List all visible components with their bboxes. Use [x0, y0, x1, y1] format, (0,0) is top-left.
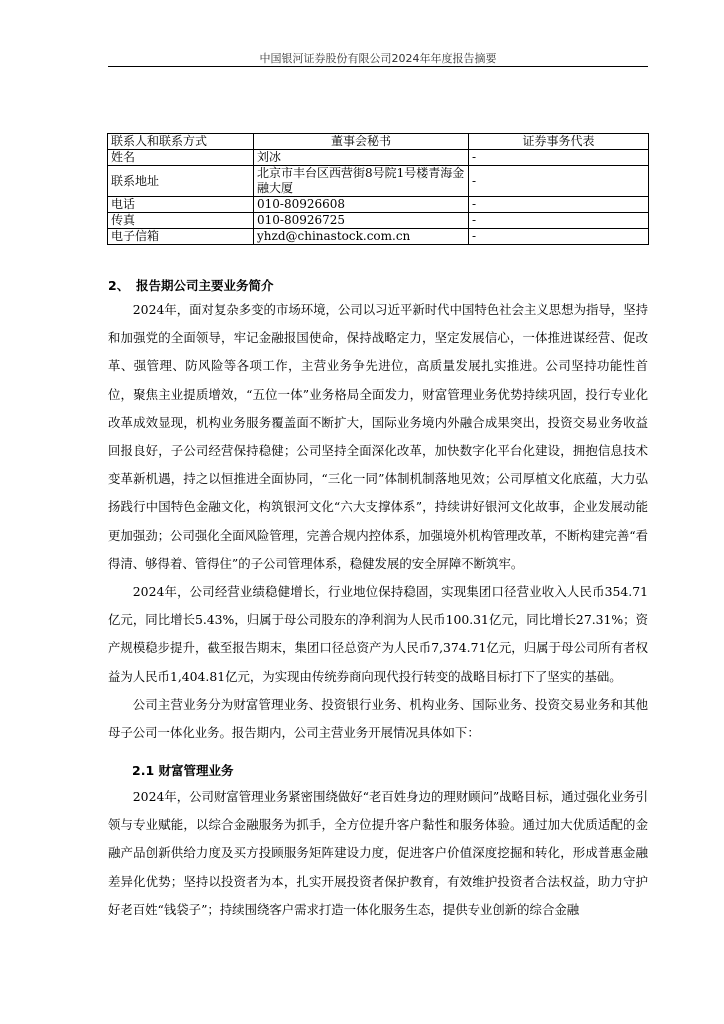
section-heading: [108, 276, 274, 294]
column-header: 联系人和联系方式: [108, 134, 254, 150]
secretary-value: 北京市丰台区西营街8号院1号楼青海金融大厦: [254, 166, 469, 197]
subsection-body: [108, 783, 648, 924]
table-header-row: [108, 134, 649, 150]
header-divider: [108, 66, 648, 67]
representative-value: -: [469, 213, 649, 229]
row-label: 电话: [108, 197, 254, 213]
section-number: 2、: [108, 278, 130, 293]
row-label: 姓名: [108, 150, 254, 166]
paragraph: 公司主营业务分为财富管理业务、投资银行业务、机构业务、国际业务、投资交易业务和其他母子公司一体化业务。报告期内，公司主营业务开展情况具体如下：: [108, 696, 648, 741]
secretary-value: 010-80926608: [254, 197, 469, 213]
representative-value: -: [469, 166, 649, 197]
paragraph: 2024年，公司经营业绩稳健增长，行业地位保持稳固，实现集团口径营业收入人民币354.71亿元，同比增长5.43%，归属于母公司股东的净利润为人民币100.31亿元，同比增长27.31%；资产规模稳步提升，截至报告期末，集团口径总资产为人民币7,374.71亿元，归属于母公司所有者权益为人民币1,404.81亿元，为实现由传统券商向现代投行转变的战略目标打下了坚实的基础。: [108, 584, 648, 684]
row-label: 电子信箱: [108, 229, 254, 245]
representative-value: -: [469, 197, 649, 213]
contact-table: [107, 133, 649, 245]
paragraph: 2024年，面对复杂多变的市场环境，公司以习近平新时代中国特色社会主义思想为指导，坚持和加强党的全面领导，牢记金融报国使命，保持战略定力，坚定发展信心，一体推进谋经营、促改革、强管理、防风险等各项工作，主营业务争先进位，高质量发展扎实推进。公司坚持功能性首位，聚焦主业提质增效，“五位一体”业务格局全面发力，财富管理业务优势持续巩固，投行专业化改革成效显现，机构业务服务覆盖面不断扩大，国际业务境内外融合成果突出，投资交易业务收益回报良好，子公司经营保持稳健；公司坚持全面深化改革，加快数字化平台化建设，拥抱信息技术变革新机遇，持之以恒推进全面协同，“三化一同”体制机制落地见效；公司厚植文化底蕴，大力弘扬践行中国特色金融文化，构筑银河文化“六大支撑体系”，持续讲好银河文化故事，企业发展动能更加强劲；公司强化全面风险管理，完善合规内控体系，加强境外机构管理改革，不断构建完善“看得清、够得着、管得住”的子公司管理体系，稳健发展的安全屏障不断筑牢。: [108, 302, 648, 571]
paragraph: 2024年，公司财富管理业务紧密围绕做好“老百姓身边的理财顾问”战略目标，通过强化业务引领与专业赋能，以综合金融服务为抓手，全方位提升客户黏性和服务体验。通过加大优质适配的金融产品创新供给力度及买方投顾服务矩阵建设力度，促进客户价值深度挖掘和转化，形成普惠金融差异化优势；坚持以投资者为本，扎实开展投资者保护教育，有效维护投资者合法权益，助力守护好老百姓“钱袋子”；持续围绕客户需求打造一体化服务生态，提供专业创新的综合金融: [108, 789, 648, 917]
secretary-value: yhzd@chinastock.com.cn: [254, 229, 469, 245]
table-row: [108, 166, 649, 197]
table-row: [108, 150, 649, 166]
representative-value: -: [469, 229, 649, 245]
column-header: 董事会秘书: [254, 134, 469, 150]
table-row: [108, 213, 649, 229]
section-title: 报告期公司主要业务简介: [136, 278, 274, 293]
secretary-value: 刘冰: [254, 150, 469, 166]
table-row: [108, 229, 649, 245]
representative-value: -: [469, 150, 649, 166]
page-header: 中国银河证券股份有限公司2024年年度报告摘要: [259, 52, 497, 65]
subsection-heading: 2.1 财富管理业务: [132, 763, 234, 778]
secretary-value: 010-80926725: [254, 213, 469, 229]
column-header: 证券事务代表: [469, 134, 649, 150]
row-label: 传真: [108, 213, 254, 229]
section-body: [108, 296, 648, 747]
row-label: 联系地址: [108, 166, 254, 197]
table-row: [108, 197, 649, 213]
